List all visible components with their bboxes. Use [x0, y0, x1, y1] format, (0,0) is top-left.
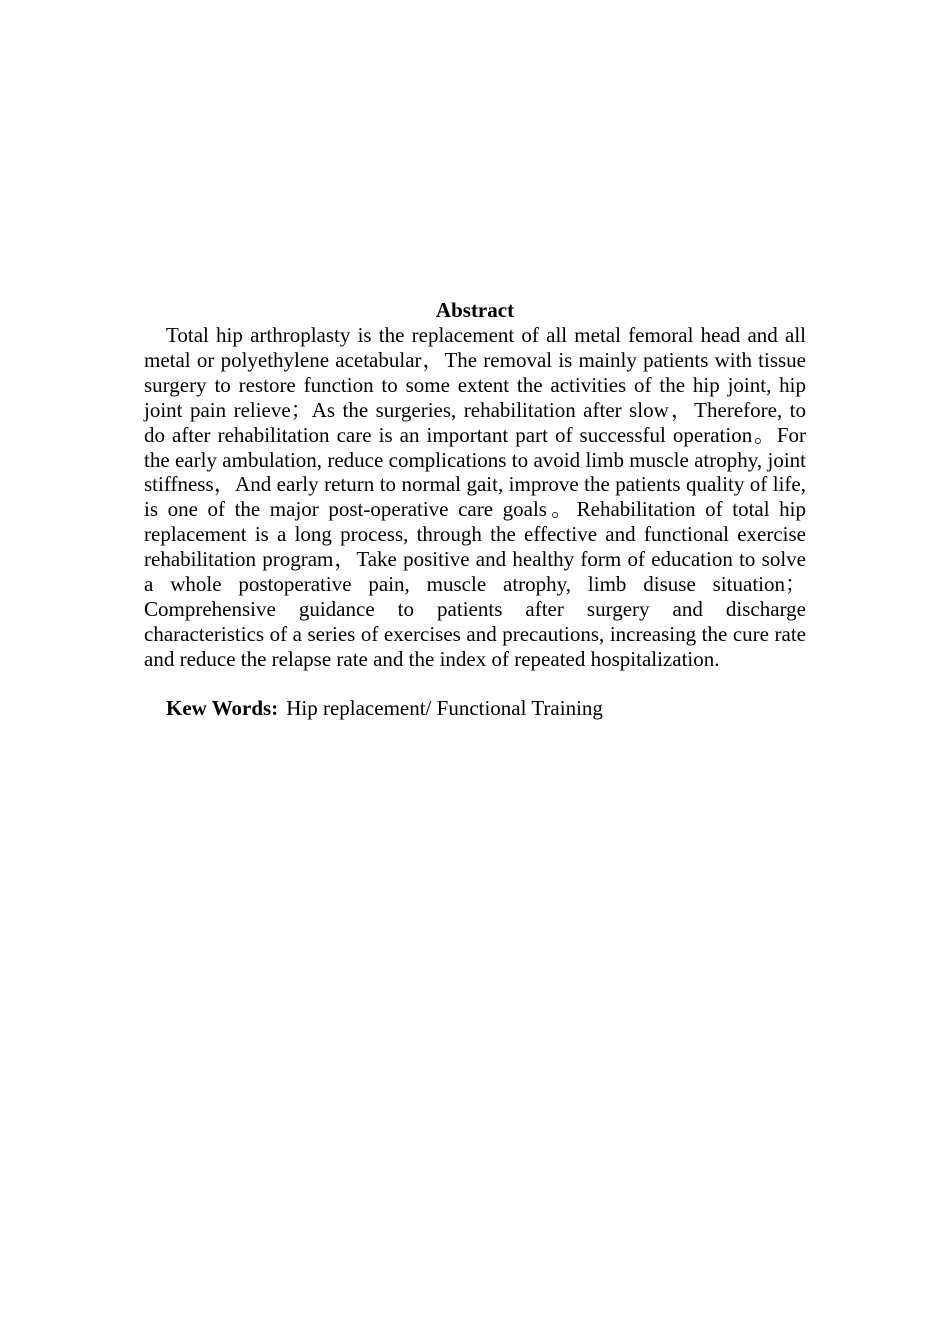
keywords-value: Hip replacement/ Functional Training — [286, 695, 603, 720]
abstract-section — [144, 298, 806, 721]
keywords-label: Kew Words: — [166, 695, 279, 720]
abstract-title: Abstract — [435, 298, 515, 322]
keywords-line — [144, 696, 806, 721]
abstract-body: Total hip arthroplasty is the replacement of all metal femoral head and all metal or polyethylene acetabular，The removal is mainly patients with tissue surgery to restore function to some extent the activities of the hip joint, hip joint pain relieve；As the surgeries, rehabilitation after slow，Therefore, to do after rehabilitation care is an important part of successful operation。For the early ambulation, reduce complications to avoid limb muscle atrophy, joint stiffness，And early return to normal gait, improve the patients quality of life, is one of the major post-operative care goals。Rehabilitation of total hip replacement is a long process, through the effective and functional exercise rehabilitation program，Take positive and healthy form of education to solve a whole postoperative pain, muscle atrophy, limb disuse situation；Comprehensive guidance to patients after surgery and discharge characteristics of a series of exercises and precautions, increasing the cure rate and reduce the relapse rate and the index of repeated hospitalization. — [144, 323, 806, 671]
